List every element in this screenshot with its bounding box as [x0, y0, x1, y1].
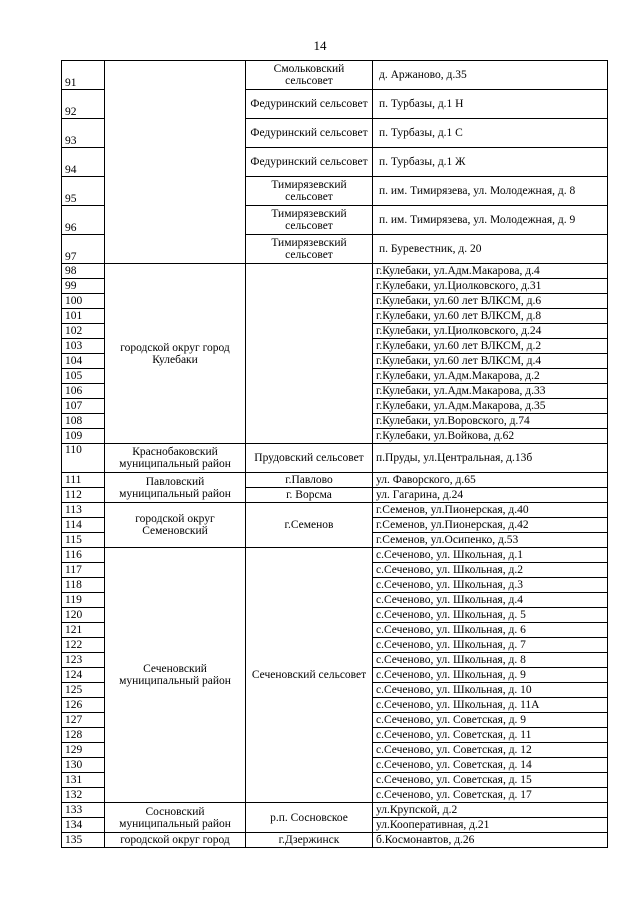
address-cell: с.Сеченово, ул. Школьная, д.1 [373, 548, 608, 563]
row-number: 101 [62, 309, 105, 324]
district-cell: Краснобаковский муниципальный район [105, 444, 246, 473]
row-number: 116 [62, 548, 105, 563]
address-cell: г.Семенов, ул.Пионерская, д.42 [373, 518, 608, 533]
row-number: 127 [62, 713, 105, 728]
address-cell: ул.Крупской, д.2 [373, 803, 608, 818]
district-cell: городской округ город [105, 833, 246, 848]
settlement-cell: Федуринский сельсовет [246, 148, 373, 177]
table-row [62, 548, 608, 563]
district-cell: городской округ Семеновский [105, 503, 246, 548]
address-cell: с.Сеченово, ул. Школьная, д. 7 [373, 638, 608, 653]
row-number: 121 [62, 623, 105, 638]
address-cell: п. Буревестник, д. 20 [373, 235, 608, 264]
district-cell [105, 61, 246, 264]
settlement-cell: г.Павлово [246, 473, 373, 488]
address-cell: г.Кулебаки, ул.Войкова, д.62 [373, 429, 608, 444]
page-number: 14 [313, 38, 327, 53]
address-cell: с.Сеченово, ул. Школьная, д. 9 [373, 668, 608, 683]
row-number: 118 [62, 578, 105, 593]
row-number: 96 [62, 206, 105, 235]
address-cell: с.Сеченово, ул. Советская, д. 15 [373, 773, 608, 788]
address-cell: п. Турбазы, д.1 Ж [373, 148, 608, 177]
row-number: 132 [62, 788, 105, 803]
row-number: 114 [62, 518, 105, 533]
row-number: 112 [62, 488, 105, 503]
district-cell: городской округ город Кулебаки [105, 264, 246, 444]
table-row [62, 473, 608, 488]
address-cell: с.Сеченово, ул. Советская, д. 12 [373, 743, 608, 758]
row-number: 110 [62, 444, 105, 473]
address-cell: г.Кулебаки, ул.Циолковского, д.31 [373, 279, 608, 294]
address-cell: с.Сеченово, ул. Советская, д. 14 [373, 758, 608, 773]
address-cell: п. им. Тимирязева, ул. Молодежная, д. 8 [373, 177, 608, 206]
settlement-cell: Сеченовский сельсовет [246, 548, 373, 803]
table-row [62, 264, 608, 279]
table-row [62, 61, 608, 90]
address-cell: с.Сеченово, ул. Советская, д. 9 [373, 713, 608, 728]
address-cell: г.Кулебаки, ул.Адм.Макарова, д.35 [373, 399, 608, 414]
address-cell: г.Кулебаки, ул.Адм.Макарова, д.33 [373, 384, 608, 399]
address-cell: с.Сеченово, ул. Советская, д. 17 [373, 788, 608, 803]
row-number: 115 [62, 533, 105, 548]
address-cell: с.Сеченово, ул. Школьная, д. 5 [373, 608, 608, 623]
settlement-cell: г. Ворсма [246, 488, 373, 503]
row-number: 131 [62, 773, 105, 788]
district-cell: Сосновский муниципальный район [105, 803, 246, 833]
row-number: 97 [62, 235, 105, 264]
row-number: 108 [62, 414, 105, 429]
row-number: 92 [62, 90, 105, 119]
address-cell: г.Семенов, ул.Осипенко, д.53 [373, 533, 608, 548]
row-number: 126 [62, 698, 105, 713]
settlement-cell [246, 264, 373, 444]
row-number: 99 [62, 279, 105, 294]
address-cell: д. Аржаново, д.35 [373, 61, 608, 90]
row-number: 109 [62, 429, 105, 444]
row-number: 122 [62, 638, 105, 653]
address-cell: г.Кулебаки, ул.Адм.Макарова, д.2 [373, 369, 608, 384]
settlement-cell: Смольковский сельсовет [246, 61, 373, 90]
address-cell: г.Кулебаки, ул.60 лет ВЛКСМ, д.8 [373, 309, 608, 324]
address-cell: г.Кулебаки, ул.Адм.Макарова, д.4 [373, 264, 608, 279]
address-cell: ул. Фаворского, д.65 [373, 473, 608, 488]
address-cell: ул.Кооперативная, д.21 [373, 818, 608, 833]
row-number: 125 [62, 683, 105, 698]
address-cell: г.Кулебаки, ул.Воровского, д.74 [373, 414, 608, 429]
row-number: 117 [62, 563, 105, 578]
address-cell: с.Сеченово, ул. Советская, д. 11 [373, 728, 608, 743]
address-cell: с.Сеченово, ул. Школьная, д. 6 [373, 623, 608, 638]
settlement-cell: г.Дзержинск [246, 833, 373, 848]
address-cell: п. Турбазы, д.1 С [373, 119, 608, 148]
settlement-cell: Прудовский сельсовет [246, 444, 373, 473]
district-cell: Сеченовский муниципальный район [105, 548, 246, 803]
row-number: 120 [62, 608, 105, 623]
settlement-cell: г.Семенов [246, 503, 373, 548]
row-number: 98 [62, 264, 105, 279]
address-cell: г.Кулебаки, ул.60 лет ВЛКСМ, д.6 [373, 294, 608, 309]
row-number: 133 [62, 803, 105, 818]
row-number: 129 [62, 743, 105, 758]
district-cell: Павловский муниципальный район [105, 473, 246, 503]
table-row [62, 444, 608, 473]
address-cell: с.Сеченово, ул. Школьная, д. 11А [373, 698, 608, 713]
address-cell: п. им. Тимирязева, ул. Молодежная, д. 9 [373, 206, 608, 235]
row-number: 105 [62, 369, 105, 384]
address-cell: ул. Гагарина, д.24 [373, 488, 608, 503]
row-number: 123 [62, 653, 105, 668]
settlement-cell: Федуринский сельсовет [246, 90, 373, 119]
address-cell: с.Сеченово, ул. Школьная, д. 8 [373, 653, 608, 668]
settlement-cell: Тимирязевский сельсовет [246, 235, 373, 264]
address-cell: п.Пруды, ул.Центральная, д.13б [373, 444, 608, 473]
address-cell: с.Сеченово, ул. Школьная, д.4 [373, 593, 608, 608]
settlement-cell: Тимирязевский сельсовет [246, 177, 373, 206]
row-number: 104 [62, 354, 105, 369]
address-cell: б.Космонавтов, д.26 [373, 833, 608, 848]
row-number: 111 [62, 473, 105, 488]
row-number: 100 [62, 294, 105, 309]
row-number: 107 [62, 399, 105, 414]
row-number: 124 [62, 668, 105, 683]
address-cell: г.Семенов, ул.Пионерская, д.40 [373, 503, 608, 518]
settlement-cell: р.п. Сосновское [246, 803, 373, 833]
row-number: 103 [62, 339, 105, 354]
address-cell: г.Кулебаки, ул.60 лет ВЛКСМ, д.4 [373, 354, 608, 369]
row-number: 113 [62, 503, 105, 518]
row-number: 119 [62, 593, 105, 608]
address-cell: г.Кулебаки, ул.60 лет ВЛКСМ, д.2 [373, 339, 608, 354]
row-number: 93 [62, 119, 105, 148]
address-cell: г.Кулебаки, ул.Циолковского, д.24 [373, 324, 608, 339]
settlement-cell: Тимирязевский сельсовет [246, 206, 373, 235]
settlement-cell: Федуринский сельсовет [246, 119, 373, 148]
table-row [62, 503, 608, 518]
row-number: 134 [62, 818, 105, 833]
address-cell: с.Сеченово, ул. Школьная, д. 10 [373, 683, 608, 698]
address-cell: с.Сеченово, ул. Школьная, д.3 [373, 578, 608, 593]
row-number: 135 [62, 833, 105, 848]
row-number: 130 [62, 758, 105, 773]
table-row [62, 803, 608, 818]
row-number: 128 [62, 728, 105, 743]
row-number: 94 [62, 148, 105, 177]
address-cell: п. Турбазы, д.1 Н [373, 90, 608, 119]
row-number: 102 [62, 324, 105, 339]
address-cell: с.Сеченово, ул. Школьная, д.2 [373, 563, 608, 578]
table-row [62, 833, 608, 848]
row-number: 91 [62, 61, 105, 90]
address-table [61, 60, 608, 848]
row-number: 95 [62, 177, 105, 206]
row-number: 106 [62, 384, 105, 399]
